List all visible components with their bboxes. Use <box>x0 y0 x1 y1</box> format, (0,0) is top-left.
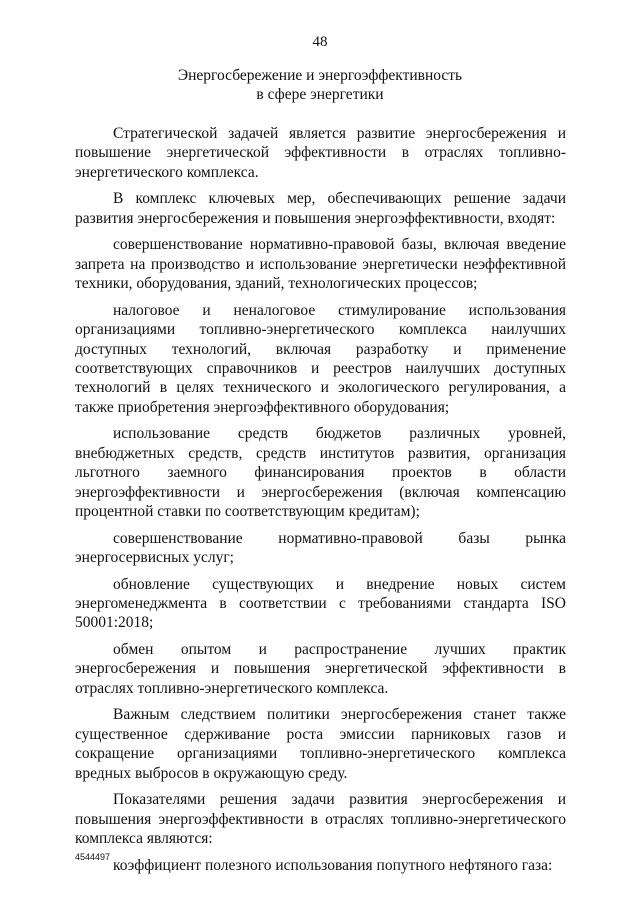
paragraph: В комплекс ключевых мер, обеспечивающих решение задачи развития энергосбережения и повышения энергоэффективности, входят: <box>75 190 566 227</box>
list-item: обмен опытом и распространение лучших практик энергосбережения и повышения энергетической эффективности в отраслях топливно-энергетического комплекса. <box>75 641 566 697</box>
paragraph: Стратегической задачей является развитие энергосбережения и повышение энергетической эффективности в отраслях топливно-энергетического комплекса. <box>75 125 566 181</box>
section-title-line-1: Энергосбережение и энергоэффективность <box>177 67 463 84</box>
paragraph: Важным следствием политики энергосбережения станет также существенное сдерживание роста эмиссии парниковых газов и сокращение организациями топливно-энергетического комплекса вредных выбросов в окружающую среду. <box>75 706 566 782</box>
document-id: 4544497 <box>75 852 111 862</box>
list-item: коэффициент полезного использования попутного нефтяного газа: <box>113 856 553 874</box>
list-item: использование средств бюджетов различных уровней, внебюджетных средств, средств институтов развития, организация льготного заемного финансирования проектов в области энергоэффективности и энергосбережения (включая компенсацию процентной ставки по соответствующим кредитам); <box>75 425 566 521</box>
paragraph: Показателями решения задачи развития энергосбережения и повышения энергоэффективности в отраслях топливно-энергетического комплекса являются: <box>75 791 566 848</box>
list-item: налоговое и неналоговое стимулирование использования организациями топливно-энергетического комплекса наилучших доступных технологий, включая разработку и применение соответствующих справочников и реестров наилучших доступных технологий в целях технического и экологического регулирования, а также приобретения энергоэффективного оборудования; <box>75 301 566 416</box>
page-number: 48 <box>312 34 328 50</box>
list-item: совершенствование нормативно-правовой базы, включая введение запрета на производство и использование энергетически неэффективной техники, оборудования, зданий, технологических процессов; <box>75 236 566 293</box>
list-item: обновление существующих и внедрение новых систем энергоменеджмента в соответствии с требованиями стандарта ISO 50001:2018; <box>75 575 566 632</box>
section-title <box>0 66 640 104</box>
document-body <box>75 124 566 882</box>
section-title-line-2: в сфере энергетики <box>256 86 384 103</box>
list-item: совершенствование нормативно-правовой базы рынка энергосервисных услуг; <box>75 529 566 567</box>
